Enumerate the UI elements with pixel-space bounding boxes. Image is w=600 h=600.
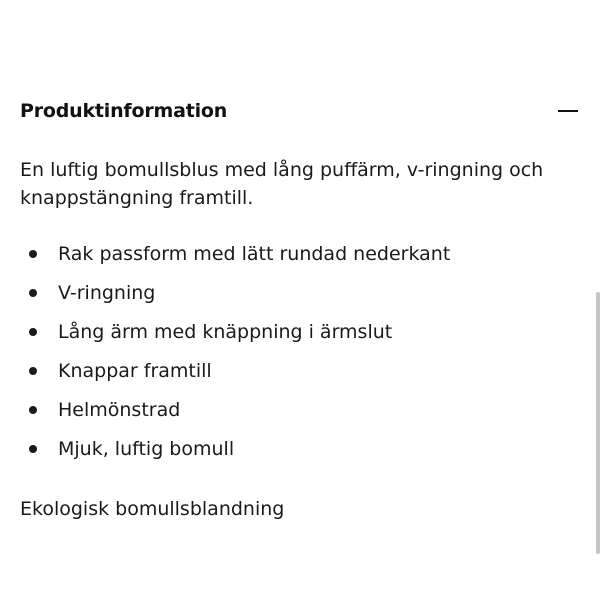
- list-item: [20, 316, 450, 355]
- feature-text: Lång ärm med knäppning i ärmslut: [58, 321, 393, 343]
- bullet-icon: [29, 367, 37, 375]
- feature-text: Knappar framtill: [58, 360, 212, 382]
- bullet-icon: [29, 250, 37, 258]
- feature-text: V-ringning: [58, 282, 156, 304]
- feature-text: Helmönstrad: [58, 399, 181, 421]
- feature-text: Rak passform med lätt rundad nederkant: [58, 243, 451, 265]
- scrollbar[interactable]: [596, 292, 600, 554]
- section-title: Produktinformation: [20, 100, 228, 122]
- material-text: Ekologisk bomullsblandning: [20, 498, 285, 520]
- bullet-icon: [29, 289, 37, 297]
- product-info-header[interactable]: [20, 96, 578, 126]
- product-description: En luftig bomullsblus med lång puffärm, v-ringning och knappstängning framtill.: [20, 159, 544, 209]
- list-item: [20, 238, 450, 277]
- bullet-icon: [29, 445, 37, 453]
- list-item: [20, 394, 450, 433]
- list-item: [20, 433, 450, 472]
- list-item: [20, 277, 450, 316]
- list-item: [20, 355, 450, 394]
- bullet-icon: [29, 328, 37, 336]
- minus-icon[interactable]: [558, 110, 578, 112]
- feature-list: [20, 238, 450, 472]
- feature-text: Mjuk, luftig bomull: [58, 438, 235, 460]
- bullet-icon: [29, 406, 37, 414]
